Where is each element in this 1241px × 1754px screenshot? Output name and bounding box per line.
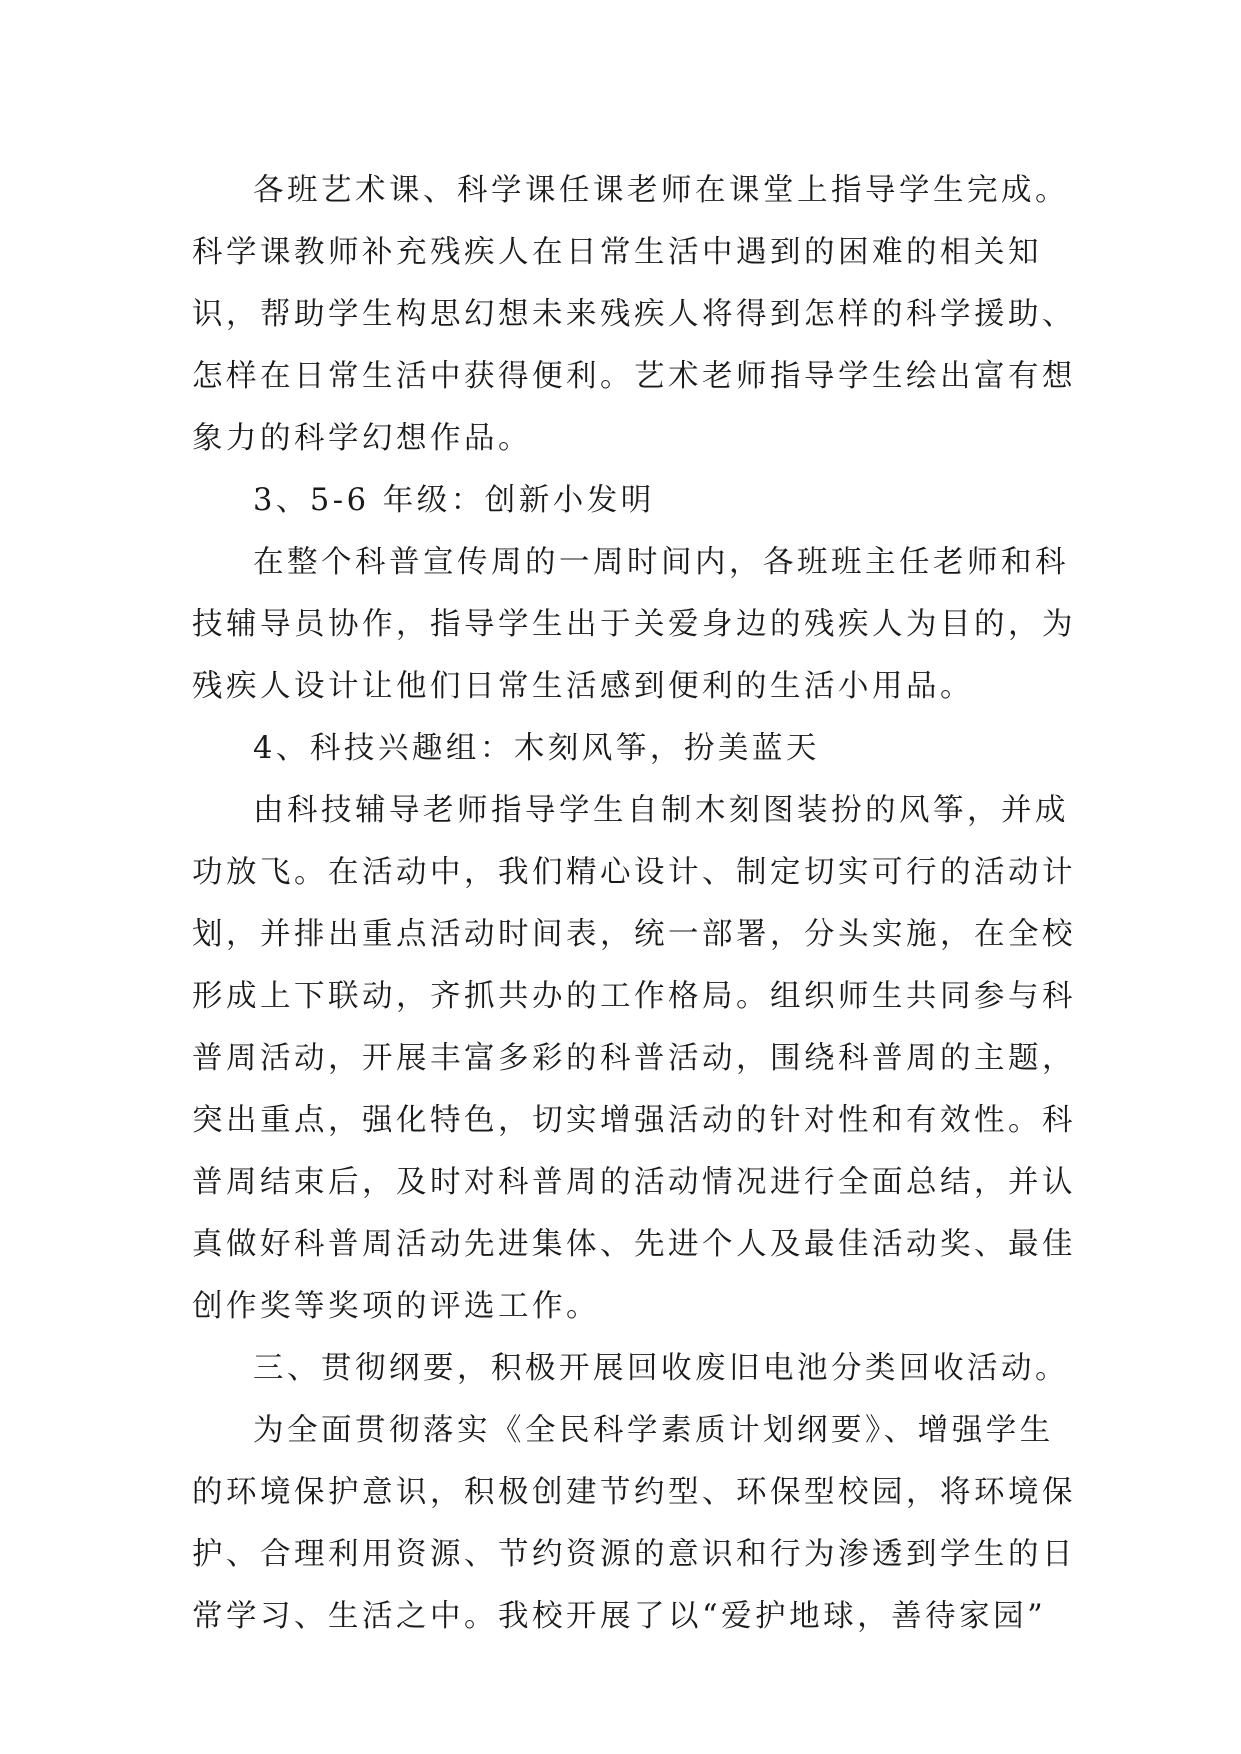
text-line: 科学课教师补充残疾人在日常生活中遇到的困难的相关知 — [192, 235, 1042, 270]
document-body — [192, 160, 1076, 1648]
text-line: 残疾人设计让他们日常生活感到便利的生活小用品。 — [192, 669, 974, 704]
text-line: 各班艺术课、科学课任课老师在课堂上指导学生完成。 — [253, 173, 1069, 208]
text-line: 形成上下联动，齐抓共办的工作格局。组织师生共同参与科 — [192, 979, 1076, 1014]
text-line: 划，并排出重点活动时间表，统一部署，分头实施，在全校 — [192, 917, 1076, 952]
text-line: 常学习、生活之中。我校开展了以“爱护地球，善待家园” — [192, 1599, 1047, 1634]
text-line: 怎样在日常生活中获得便利。艺术老师指导学生绘出富有想 — [192, 359, 1076, 394]
section-heading: 3、5-6 年级：创新小发明 — [253, 483, 655, 518]
text-line: 真做好科普周活动先进集体、先进个人及最佳活动奖、最佳 — [192, 1227, 1076, 1262]
text-line: 创作奖等奖项的评选工作。 — [192, 1289, 600, 1324]
text-line: 在整个科普宣传周的一周时间内，各班班主任老师和科 — [253, 545, 1069, 580]
text-line: 的环境保护意识，积极创建节约型、环保型校园，将环境保 — [192, 1475, 1076, 1510]
text-line: 象力的科学幻想作品。 — [192, 421, 532, 456]
section-heading: 4、科技兴趣组：木刻风筝，扮美蓝天 — [253, 731, 820, 766]
text-line: 技辅导员协作，指导学生出于关爱身边的残疾人为目的，为 — [192, 607, 1076, 642]
text-line: 突出重点，强化特色，切实增强活动的针对性和有效性。科 — [192, 1103, 1076, 1138]
text-line: 普周活动，开展丰富多彩的科普活动，围绕科普周的主题， — [192, 1041, 1076, 1076]
text-line: 由科技辅导老师指导学生自制木刻图装扮的风筝，并成 — [253, 793, 1069, 828]
text-line: 护、合理利用资源、节约资源的意识和行为渗透到学生的日 — [192, 1537, 1076, 1572]
text-line: 识，帮助学生构思幻想未来残疾人将得到怎样的科学援助、 — [192, 297, 1076, 332]
text-line: 功放飞。在活动中，我们精心设计、制定切实可行的活动计 — [192, 855, 1076, 890]
text-line: 普周结束后，及时对科普周的活动情况进行全面总结，并认 — [192, 1165, 1076, 1200]
text-line: 为全面贯彻落实《全民科学素质计划纲要》、增强学生 — [253, 1413, 1054, 1448]
section-heading: 三、贯彻纲要，积极开展回收废旧电池分类回收活动。 — [253, 1351, 1069, 1386]
